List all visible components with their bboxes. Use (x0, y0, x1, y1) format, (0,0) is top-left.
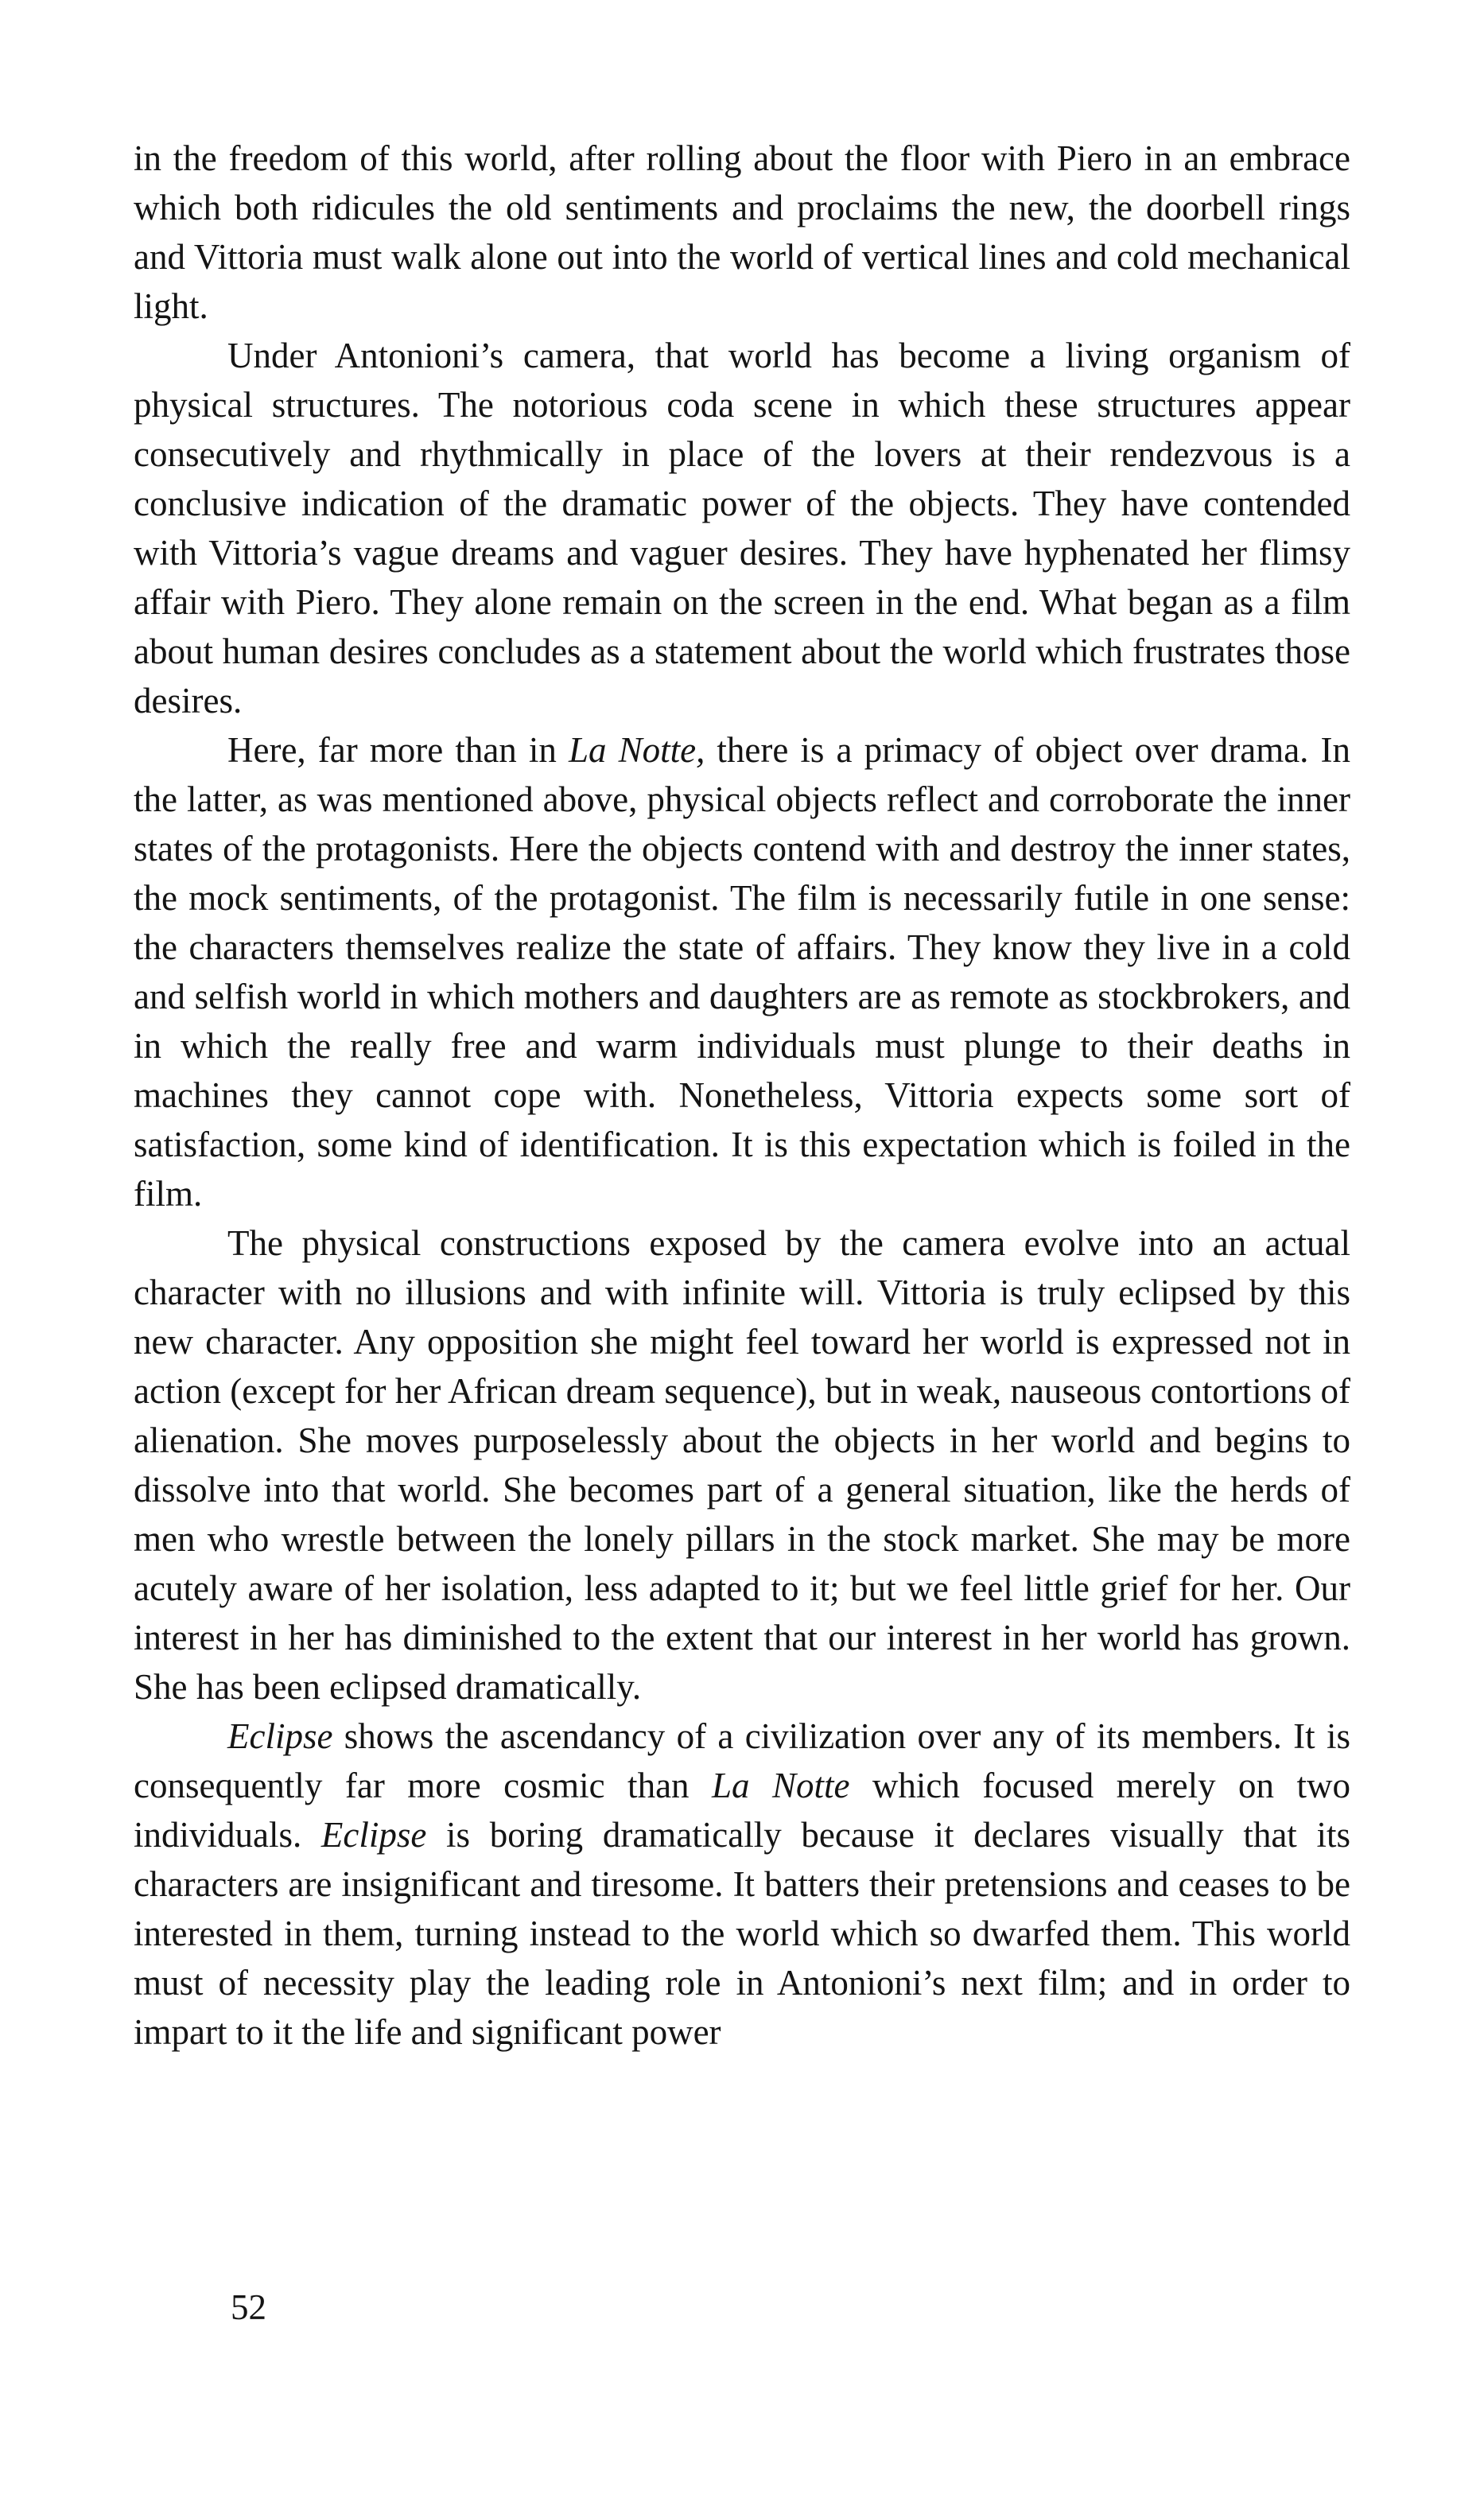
paragraph-3-segment-3: there is a primacy of object over drama. In the latter, as was mentioned above, physical objects reflect and corroborate the inner states of the protagonists. Here the objects contend with and destroy the inner states, the mock sentiments, of the protagonist. The film is necessarily futile in one sense: the characters themselves realize the state of affairs. They know they live in a cold and selfish world in which mothers and daughters are as remote as stockbrokers, and in which the really free and warm individuals must plunge to their deaths in machines they cannot cope with. Nonetheless, Vittoria expects some sort of satisfaction, some kind of identification. It is this expectation which is foiled in the film. (134, 730, 1350, 1214)
paragraph-5 (134, 1712, 1350, 2057)
paragraph-1 (134, 134, 1350, 331)
paragraph-2-segment-1: Under Antonioni’s camera, that world has become a living organism of physical structures. The notorious coda scene in which these structures appear consecutively and rhythmically in place of the lovers at their rendezvous is a conclusive indication of the dramatic power of the objects. They have contended with Vittoria’s vague dreams and vaguer desires. They have hyphenated her flimsy affair with Piero. They alone remain on the screen in the end. What began as a film about human desires concludes as a statement about the world which frustrates those desires. (134, 336, 1350, 721)
paragraph-5-segment-6: is boring dramatically because it declares visually that its characters are insignificant and tiresome. It batters their pretensions and ceases to be interested in them, turning instead to the world which so dwarfed them. This world must of necessity play the leading role in Antonioni’s next film; and in order to impart to it the life and significant power (134, 1815, 1350, 2052)
paragraph-4-segment-1: The physical constructions exposed by the camera evolve into an actual character with no illusions and with infinite will. Vittoria is truly eclipsed by this new character. Any opposition she might feel toward her world is expressed not in action (except for her African dream sequence), but in weak, nauseous contortions of alienation. She moves purposelessly about the objects in her world and begins to dissolve into that world. She becomes part of a general situation, like the herds of men who wrestle between the lonely pillars in the stock market. She may be more acutely aware of her isolation, less adapted to it; but we feel little grief for her. Our interest in her has diminished to the extent that our interest in her world has grown. She has been eclipsed dramatically. (134, 1223, 1350, 1707)
film-title-eclipse: Eclipse (227, 1716, 333, 1756)
body-text (134, 134, 1350, 2057)
paragraph-3 (134, 725, 1350, 1218)
film-title-la-notte: La Notte, (568, 730, 705, 770)
page-number: 52 (231, 2287, 266, 2327)
film-title-eclipse-2: Eclipse (320, 1815, 427, 1855)
paragraph-3-segment-1: Here, far more than in (227, 730, 569, 770)
paragraph-2 (134, 331, 1350, 725)
paragraph-4 (134, 1218, 1350, 1712)
paragraph-1-segment-1: in the freedom of this world, after rolling about the floor with Piero in an embrace which both ridicules the old sentiments and proclaims the new, the doorbell rings and Vittoria must walk alone out into the world of vertical lines and cold mechanical light. (134, 138, 1350, 326)
paragraph-5-segment-4: which focused merely on two individuals. (134, 1766, 1351, 1855)
paragraph-5-segment-2: shows the ascendancy of a civilization over any of its members. It is consequently far more cosmic than (134, 1716, 1350, 1805)
film-title-la-notte-2: La Notte (711, 1766, 850, 1805)
